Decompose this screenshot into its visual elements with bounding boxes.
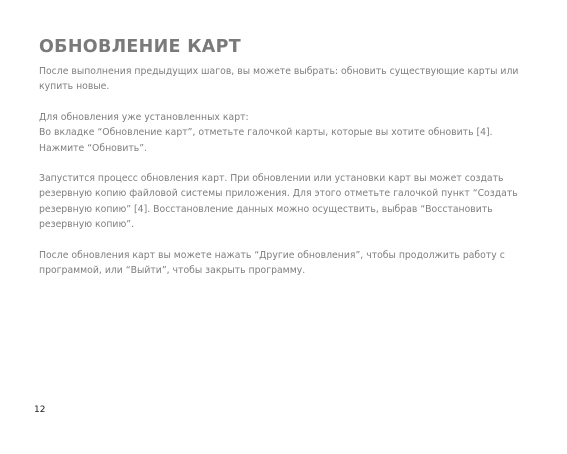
paragraph-line: Во вкладке “Обновление карт”, отметьте галочкой карты, которые вы хотите обновить [4]. — [39, 127, 493, 139]
paragraph-line: После выполнения предыдущих шагов, вы можете выбрать: обновить существующие карты или — [39, 66, 519, 77]
paragraph-after-update — [39, 248, 539, 279]
document-body — [39, 64, 539, 293]
paragraph-line: купить новые. — [39, 81, 110, 93]
paragraph-line: резервную копию” [4]. Восстановление данных можно осуществить, выбрав “Восстановить — [39, 203, 493, 215]
paragraph-backup — [39, 171, 539, 233]
paragraph-line: Запустится процесс обновления карт. При обновлении или установки карт вы может создать — [39, 173, 504, 185]
page-title: ОБНОВЛЕНИЕ КАРТ — [39, 37, 242, 57]
paragraph-line: резервную копию файловой системы приложения. Для этого отметьте галочкой пункт “Создать — [39, 188, 518, 200]
paragraph-line: резервную копию”. — [39, 219, 135, 231]
paragraph-line: Для обновления уже установленных карт: — [39, 111, 249, 123]
paragraph-line: программой, или “Выйти”, чтобы закрыть программу. — [39, 265, 306, 277]
paragraph-line: Нажмите “Обновить”. — [39, 142, 148, 154]
page-number: 12 — [34, 405, 46, 415]
paragraph-intro — [39, 64, 539, 95]
paragraph-update-installed — [39, 110, 539, 156]
paragraph-line: После обновления карт вы можете нажать “Другие обновления”, чтобы продолжить работу с — [39, 249, 505, 261]
